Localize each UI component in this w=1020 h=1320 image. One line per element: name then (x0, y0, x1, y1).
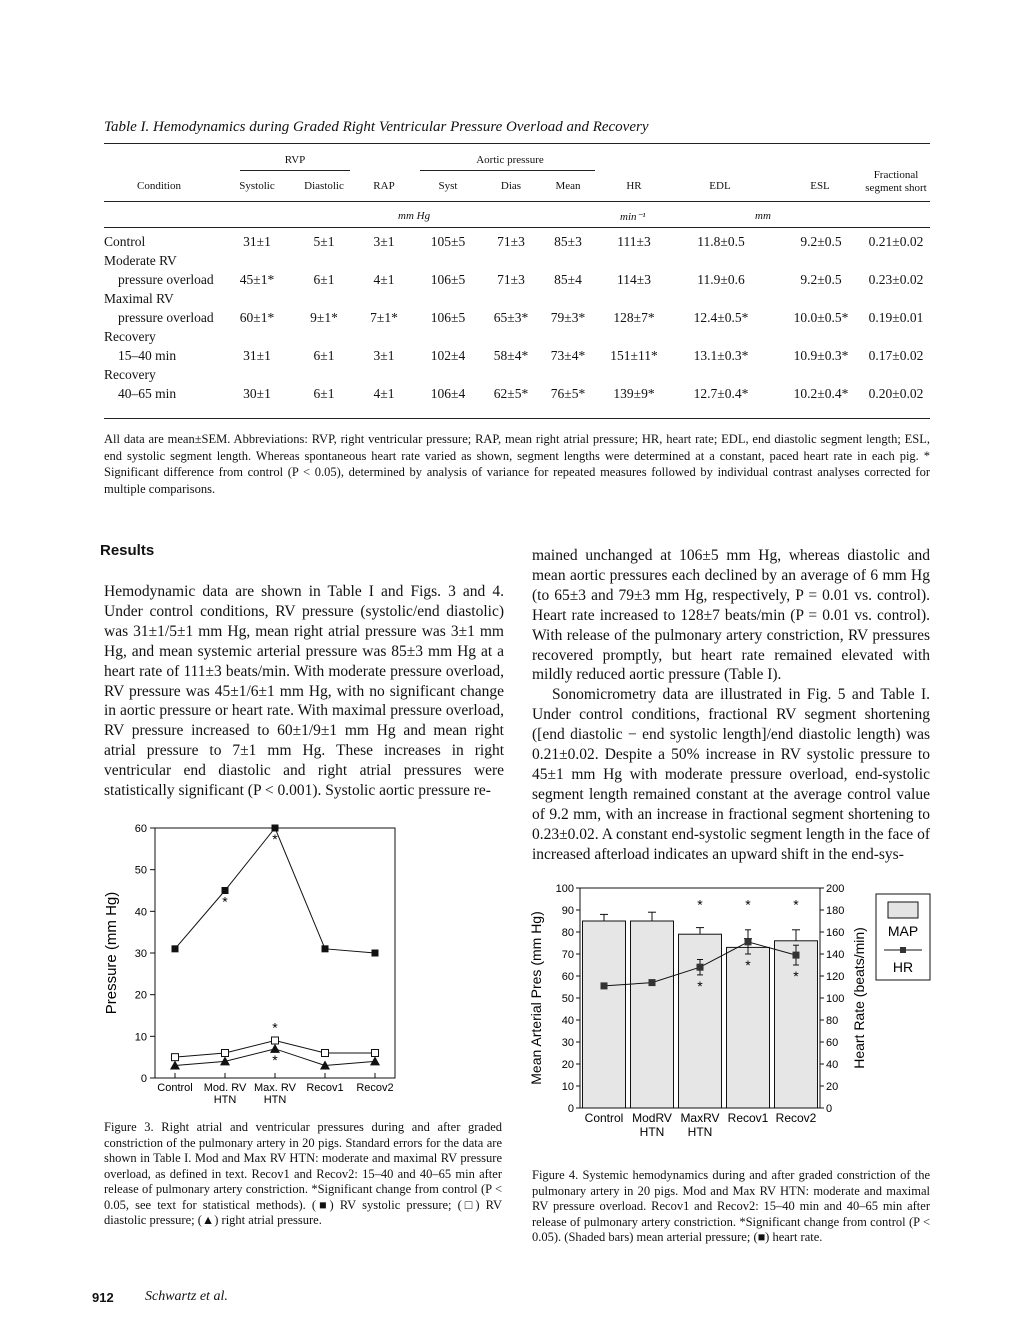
figure4-caption: Figure 4. Systemic hemodynamics during and after graded constriction of the pulmonary artery in 20 pigs. Mod and Max RV HTN: moderate and maximal RV pressure overload. Recov1 and Recov2: 15–40 min and 40–65 min after release of pulmonary artery constriction. *Significant change from control (P < 0.05). (Shaded bars) mean arterial pressure; (■) heart rate. (532, 1168, 930, 1244)
header-syst: Syst (438, 180, 458, 192)
table-cell: 65±3* (493, 310, 529, 325)
figure4-ytick-right-label: 100 (826, 993, 845, 1005)
table-row-label: Maximal RV (104, 291, 174, 306)
table-row-label: Control (104, 234, 146, 249)
figure4-ytick-left-label: 20 (561, 1059, 574, 1071)
figure4-ytick-right-label: 200 (826, 883, 845, 895)
table-row-sublabel: 40–65 min (118, 386, 177, 401)
header-rap: RAP (373, 180, 395, 192)
figure4-xtick-label: ModRV (632, 1111, 672, 1125)
figure4-ytick-left-label: 40 (561, 1015, 574, 1027)
figure3-xtick-label: HTN (213, 1094, 237, 1106)
figure4-map-significance-star: * (697, 896, 703, 913)
figure4-xtick-label: HTN (639, 1125, 665, 1139)
figure3-point-rv-diastolic (322, 1050, 329, 1057)
figure4-xtick-label: Recov1 (727, 1111, 769, 1125)
table-cell: 105±5 (430, 234, 466, 249)
legend-hr-label: HR (892, 959, 914, 975)
header-esl: ESL (810, 180, 830, 192)
figure3-chart (100, 818, 410, 1118)
figure4-xtick-label: Control (584, 1111, 624, 1125)
table-title: Table I. Hemodynamics during Graded Right Ventricular Pressure Overload and Recovery (104, 119, 649, 135)
figure4-map-bar (631, 921, 674, 1108)
figure4-map-bar (775, 941, 818, 1108)
table-cell: 0.20±0.02 (868, 386, 924, 401)
header-systolic: Systolic (239, 180, 275, 192)
table-cell: 3±1 (373, 348, 395, 363)
table-cell: 102±4 (430, 348, 466, 363)
figure3-point-rv-systolic (172, 945, 179, 952)
table-cell: 62±5* (493, 386, 529, 401)
table-header-rule (104, 201, 930, 202)
table-cell: 9±1* (310, 310, 338, 325)
figure3-ytick-label: 40 (134, 906, 147, 919)
figure4-xtick-label: HTN (687, 1125, 713, 1139)
header-mean: Mean (555, 180, 581, 192)
table-cell: 31±1 (243, 234, 271, 249)
legend-hr-marker (900, 947, 906, 953)
table-cell: 71±3 (497, 272, 525, 287)
figure3-point-rv-systolic (372, 950, 379, 957)
results-paragraph-1: Hemodynamic data are shown in Table I and Figs. 3 and 4. Under control conditions, RV pressure (systolic/end diastolic) was 31±1/5±1 mm Hg, mean right atrial pressure was 3±1 mm Hg, and mean systemic arterial pressure was 85±3 mm Hg at a heart rate of 111±3 beats/min. With moderate pressure overload, RV pressure was 45±1/6±1 mm Hg, with no significant change in aortic pressure or heart rate. With maximal pressure overload, RV pressure increased to 60±1/9±1 mm Hg and mean right atrial pressure to 7±1 mm Hg. These increases in right ventricular end diastolic and right atrial pressures were statistically significant (P < 0.001). Systolic aortic pressure re- (104, 583, 504, 800)
table-cell: 12.7±0.4* (693, 386, 749, 401)
table-row-sublabel: pressure overload (118, 310, 214, 325)
table-cell: 10.9±0.3* (793, 348, 849, 363)
group-aortic: Aortic pressure (476, 154, 544, 166)
figure4-ytick-right-label: 140 (826, 949, 845, 961)
figure3-ytick-label: 50 (134, 864, 147, 877)
table-cell: 0.19±0.01 (868, 310, 924, 325)
table-cell: 4±1 (373, 386, 395, 401)
figure4-ytick-right-label: 160 (826, 927, 845, 939)
figure3-significance-star: * (222, 893, 228, 910)
table-cell: 45±1* (239, 272, 275, 287)
figure4-ytick-right-label: 80 (826, 1015, 839, 1027)
figure3-ytick-label: 10 (134, 1031, 147, 1044)
figure4-hr-point (601, 982, 608, 989)
table-cell: 79±3* (550, 310, 586, 325)
table-cell: 76±5* (550, 386, 586, 401)
table-bottom-rule (104, 418, 930, 419)
table-row-sublabel: pressure overload (118, 272, 214, 287)
figure3-xtick-label: Control (157, 1082, 193, 1094)
header-condition: Condition (136, 180, 181, 192)
table-cell: 85±4 (554, 272, 582, 287)
running-footer-author: Schwartz et al. (145, 1289, 228, 1304)
figure3-point-rv-diastolic (222, 1050, 229, 1057)
table-cell: 7±1* (370, 310, 398, 325)
results-heading: Results (100, 542, 155, 559)
figure3-ylabel: Pressure (mm Hg) (103, 891, 120, 1015)
table-row-sublabel: 15–40 min (118, 348, 177, 363)
legend-map-label: MAP (887, 923, 919, 939)
figure4-xtick-label: MaxRV (680, 1111, 720, 1125)
figure3-significance-star: * (272, 831, 278, 847)
figure4-hr-significance-star: * (793, 968, 799, 984)
table-cell: 4±1 (373, 272, 395, 287)
table-cell: 10.2±0.4* (793, 386, 849, 401)
unit-mmhg: mm Hg (398, 210, 431, 222)
table-row-label: Recovery (104, 329, 156, 344)
table-unit-rule (104, 227, 930, 228)
table-cell: 12.4±0.5* (693, 310, 749, 325)
figure4-ytick-right-label: 120 (826, 971, 845, 983)
figure4-legend (876, 894, 930, 980)
table-cell: 10.0±0.5* (793, 310, 849, 325)
table-cell: 111±3 (617, 234, 651, 249)
table-cell: 139±9* (613, 386, 655, 401)
figure4-ylabel-right: Heart Rate (beats/min) (851, 927, 867, 1069)
figure4-ytick-left-label: 10 (561, 1081, 574, 1093)
table-cell: 60±1* (239, 310, 275, 325)
table-cell: 30±1 (243, 386, 271, 401)
figure3-ytick-label: 30 (134, 948, 147, 960)
figure4-ytick-right-label: 20 (826, 1081, 839, 1093)
figure4-ytick-left-label: 70 (561, 949, 574, 961)
figure4-chart (526, 880, 936, 1145)
header-hr: HR (626, 180, 642, 192)
figure3-point-rv-diastolic (372, 1050, 379, 1057)
figure4-xtick-label: Recov2 (775, 1111, 817, 1125)
table-cell: 85±3 (554, 234, 582, 249)
figure4-hr-point (697, 964, 704, 971)
legend-map-swatch (888, 902, 918, 918)
unit-mm: mm (755, 210, 771, 222)
figure3-point-rv-systolic (322, 945, 329, 952)
figure3-xtick-label: Max. RV (254, 1082, 296, 1094)
table-cell: 106±5 (430, 272, 466, 287)
results-right-column (532, 546, 930, 865)
figure3-caption: Figure 3. Right atrial and ventricular pressures during and after graded constriction of the pulmonary artery in 20 pigs. Standard errors for the data are shown in Table I. Mod and Max RV HTN: moderate and maximal RV pressure overload, as defined in text. Recov1 and Recov2: 15–40 and 40–65 min after release of pulmonary artery constriction. *Significant change from control (P < 0.05, see text for statistical methods). (■) RV systolic pressure; (□) RV diastolic pressure; (▲) right atrial pressure. (104, 1120, 502, 1227)
figure3-ytick-label: 0 (140, 1073, 147, 1085)
table-cell: 5±1 (313, 234, 335, 249)
table-cell: 6±1 (313, 272, 335, 287)
figure4-ytick-left-label: 80 (561, 927, 574, 939)
table-footnote: All data are mean±SEM. Abbreviations: RVP, right ventricular pressure; RAP, mean right atrial pressure; HR, heart rate; EDL, end diastolic segment length; ESL, end systolic segment length. Whereas spontaneous heart rate varied as shown, segment lengths were determined at a constant, paced heart rate in each pig. * Significant difference from control (P < 0.05), determined by analysis of variance for repeated measures followed by individual contrast analyses corrected for multiple comparisons. (104, 432, 930, 496)
results-paragraph-3: Sonomicrometry data are illustrated in Fig. 5 and Table I. Under control conditions, fractional RV segment shortening ([end diastolic − end systolic length]/end diastolic length) was 0.21±0.02. Despite a 50% increase in RV systolic pressure to 45±1 mm Hg with moderate pressure overload, end-systolic segment length remained constant at the average control value of 9.2 mm, with an increase in fractional segment shortening to 0.23±0.02. A constant end-systolic segment length in the face of increased afterload indicates an upward shift in the end-sys- (532, 686, 930, 863)
figure4-map-significance-star: * (745, 896, 751, 913)
header-segment-short: segment short (865, 182, 927, 194)
table-cell: 151±11* (610, 348, 658, 363)
figure3-point-rv-diastolic (272, 1037, 279, 1044)
table-cell: 9.2±0.5 (800, 272, 842, 287)
figure3-significance-star: * (272, 1051, 278, 1068)
figure4-ytick-right-label: 60 (826, 1037, 839, 1049)
figure4-ytick-right-label: 40 (826, 1059, 839, 1071)
figure4-ytick-left-label: 60 (561, 971, 574, 983)
table-cell: 0.17±0.02 (868, 348, 924, 363)
figure4-map-bar (583, 921, 626, 1108)
group-rvp-rule (240, 170, 350, 171)
figure4-ytick-left-label: 0 (567, 1103, 574, 1115)
group-aortic-rule (420, 170, 595, 171)
header-fractional: Fractional (873, 169, 919, 181)
table-cell: 11.8±0.5 (697, 234, 745, 249)
figure4-ytick-left-label: 50 (561, 993, 574, 1005)
figure3-xtick-label: Recov2 (356, 1082, 394, 1094)
table-cell: 128±7* (613, 310, 655, 325)
figure4-hr-significance-star: * (697, 977, 703, 994)
results-paragraph-2: mained unchanged at 106±5 mm Hg, whereas diastolic and mean aortic pressures each declined by an average of 6 mm Hg (to 65±3 and 79±3 mm Hg, respectively, P = 0.01 vs. control). Heart rate increased to 128±7 beats/min (P = 0.01 vs. control). With release of the pulmonary artery constriction, RV pressures recovered promptly, but heart rate remained elevated with mildly reduced aortic pressure (Table I). (532, 547, 930, 684)
table-cell: 106±4 (430, 386, 466, 401)
header-diastolic: Diastolic (304, 180, 344, 192)
table-cell: 0.21±0.02 (868, 234, 924, 249)
table-cell: 71±3 (497, 234, 525, 249)
figure3-significance-star: * (272, 1019, 278, 1036)
table-cell: 13.1±0.3* (693, 348, 749, 363)
figure4-ytick-right-label: 180 (826, 905, 845, 917)
figure4-hr-point (745, 938, 752, 945)
header-edl: EDL (709, 180, 731, 192)
figure4-hr-significance-star: * (745, 957, 751, 973)
table-row-label: Recovery (104, 367, 156, 382)
group-rvp: RVP (284, 154, 306, 166)
figure4-hr-point (793, 952, 800, 959)
figure3-xtick-label: HTN (263, 1094, 287, 1106)
figure3-point-right-atrial (370, 1056, 380, 1065)
table-cell: 114±3 (617, 272, 651, 287)
table-cell: 0.23±0.02 (868, 272, 924, 287)
figure3-ytick-label: 20 (134, 989, 147, 1002)
unit-min: min⁻¹ (620, 211, 646, 223)
figure4-ytick-left-label: 30 (561, 1037, 574, 1049)
figure3-ytick-label: 60 (134, 823, 147, 835)
results-left-column (104, 582, 504, 801)
figure3-xtick-label: Mod. RV (203, 1082, 247, 1094)
figure3-point-rv-diastolic (172, 1054, 179, 1061)
table-cell: 58±4* (493, 348, 529, 363)
table-row-label: Moderate RV (104, 253, 177, 268)
figure4-map-significance-star: * (793, 896, 799, 913)
table-cell: 11.9±0.6 (697, 272, 745, 287)
table-cell: 31±1 (243, 348, 271, 363)
table-cell: 106±5 (430, 310, 466, 325)
table-cell: 6±1 (313, 348, 335, 363)
page-number: 912 (92, 1290, 114, 1305)
table-cell: 9.2±0.5 (800, 234, 842, 249)
table-top-rule (104, 143, 930, 144)
figure4-ytick-left-label: 100 (555, 883, 574, 895)
figure4-ytick-left-label: 90 (561, 905, 574, 917)
figure4-hr-point (649, 979, 656, 986)
figure4-ylabel-left: Mean Arterial Pres (mm Hg) (528, 911, 544, 1085)
table-cell: 3±1 (373, 234, 395, 249)
table-cell: 6±1 (313, 386, 335, 401)
header-dias: Dias (500, 180, 522, 192)
figure4-ytick-right-label: 0 (826, 1103, 833, 1115)
table-cell: 73±4* (550, 348, 586, 363)
figure3-xtick-label: Recov1 (306, 1082, 344, 1094)
